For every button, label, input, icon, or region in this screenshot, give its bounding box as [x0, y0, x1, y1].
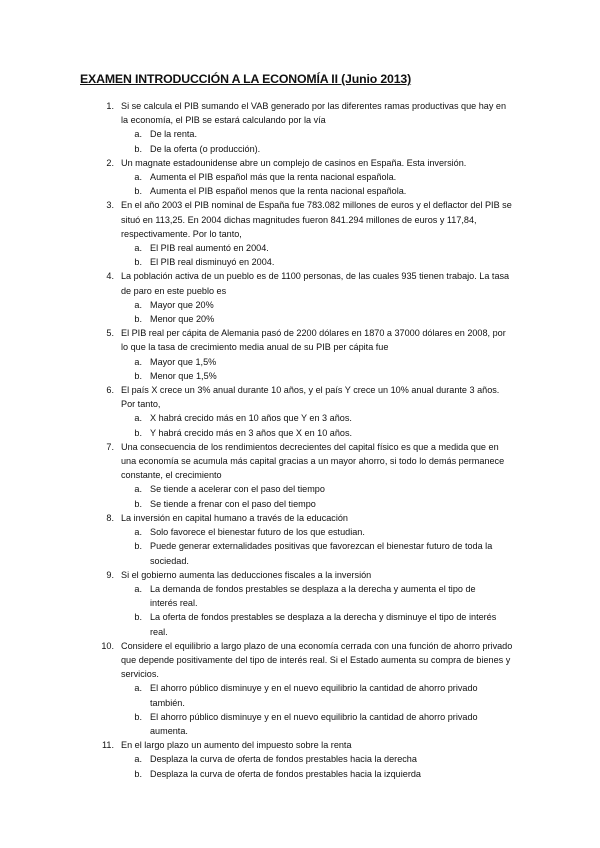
question-item	[0, 326, 600, 383]
option-text: Puede generar externalidades positivas que favorezcan el bienestar futuro de toda la sociedad.	[150, 541, 493, 566]
answer-option	[0, 710, 600, 738]
option-letter: a.	[134, 129, 142, 140]
question-number: 8.	[106, 512, 114, 523]
answer-option	[0, 752, 600, 766]
question-item	[0, 383, 600, 440]
option-letter: a.	[134, 754, 142, 765]
option-text: De la renta.	[150, 129, 198, 140]
question-number: 2.	[106, 157, 114, 168]
question-text: Si se calcula el PIB sumando el VAB generado por las diferentes ramas productivas que hay en la economía, el PIB se estará calculando por la vía	[121, 101, 507, 126]
option-text: Desplaza la curva de oferta de fondos prestables hacia la izquierda	[150, 768, 421, 779]
option-letter: b.	[134, 427, 142, 438]
answer-option	[0, 255, 600, 269]
question-text: El PIB real per cápita de Alemania pasó de 2200 dólares en 1870 a 37000 dólares en 2008, por lo que la tasa de crecimiento media anual de su PIB per cápita fue	[121, 328, 506, 353]
option-letter: b.	[134, 257, 142, 268]
answer-option	[0, 411, 600, 425]
question-text: En el año 2003 el PIB nominal de España fue 783.082 millones de euros y el deflactor del PIB se situó en 113,25. En 2004 dichas magnitudes fueron 841.294 millones de euros y 117,84, respectivamente. Por lo tanto,	[121, 200, 512, 239]
option-text: Solo favorece el bienestar futuro de los que estudian.	[150, 527, 365, 538]
option-letter: a.	[134, 683, 142, 694]
question-list	[0, 99, 600, 781]
question-text: Considere el equilibrio a largo plazo de una economía cerrada con una función de ahorro privado que depende positivamente del tipo de interés real. Si el Estado aumenta su compra de bienes y servicios.	[121, 640, 513, 680]
answer-option	[0, 426, 600, 440]
question-text: El país X crece un 3% anual durante 10 años, y el país Y crece un 10% anual durante 3 años. Por tanto,	[121, 385, 500, 410]
option-text: Menor que 20%	[150, 314, 215, 325]
option-text: Se tiende a frenar con el paso del tiempo	[150, 498, 316, 509]
question-item	[0, 198, 600, 269]
option-letter: a.	[134, 413, 142, 424]
option-letter: b.	[134, 612, 142, 623]
option-text: De la oferta (o producción).	[150, 143, 261, 154]
answer-option	[0, 312, 600, 326]
option-letter: b.	[134, 541, 142, 552]
question-text: Si el gobierno aumenta las deducciones fiscales a la inversión	[121, 569, 372, 580]
option-letter: b.	[134, 143, 142, 154]
question-item	[0, 511, 600, 568]
answer-option	[0, 184, 600, 198]
option-letter: b.	[134, 314, 142, 325]
option-letter: b.	[134, 711, 142, 722]
answer-option	[0, 482, 600, 496]
answer-option	[0, 767, 600, 781]
option-letter: a.	[134, 484, 142, 495]
option-text: Se tiende a acelerar con el paso del tiempo	[150, 484, 325, 495]
answer-option	[0, 497, 600, 511]
option-text: Mayor que 1,5%	[150, 356, 217, 367]
answer-option	[0, 681, 600, 709]
question-number: 9.	[106, 569, 114, 580]
question-text: La población activa de un pueblo es de 1100 personas, de las cuales 935 tienen trabajo. La tasa de paro en este pueblo es	[121, 271, 510, 296]
exam-title: EXAMEN INTRODUCCIÓN A LA ECONOMÍA II (Junio 2013)	[80, 72, 412, 86]
question-text: La inversión en capital humano a través de la educación	[121, 512, 348, 523]
question-item	[0, 568, 600, 639]
question-text: En el largo plazo un aumento del impuesto sobre la renta	[121, 740, 352, 751]
option-letter: b.	[134, 498, 142, 509]
question-text: Un magnate estadounidense abre un complejo de casinos en España. Esta inversión.	[121, 157, 467, 168]
answer-option	[0, 170, 600, 184]
option-letter: a.	[134, 243, 142, 254]
question-number: 10.	[101, 640, 114, 651]
question-item	[0, 440, 600, 511]
question-number: 7.	[106, 441, 114, 452]
answer-option	[0, 127, 600, 141]
answer-option	[0, 582, 600, 610]
question-item	[0, 99, 600, 156]
option-text: El PIB real disminuyó en 2004.	[150, 257, 275, 268]
option-letter: b.	[134, 186, 142, 197]
question-item	[0, 639, 600, 738]
answer-option	[0, 610, 600, 638]
option-text: Aumenta el PIB español más que la renta nacional española.	[150, 172, 397, 183]
option-text: Aumenta el PIB español menos que la renta nacional española.	[150, 186, 407, 197]
question-item	[0, 156, 600, 199]
question-number: 6.	[106, 385, 114, 396]
question-number: 3.	[106, 200, 114, 211]
question-item	[0, 738, 600, 781]
option-text: Mayor que 20%	[150, 299, 214, 310]
option-text: El PIB real aumentó en 2004.	[150, 243, 269, 254]
option-text: El ahorro público disminuye y en el nuevo equilibrio la cantidad de ahorro privado aumenta.	[150, 711, 478, 736]
answer-option	[0, 298, 600, 312]
option-text: La demanda de fondos prestables se desplaza a la derecha y aumenta el tipo de interés real.	[150, 583, 476, 609]
answer-option	[0, 539, 600, 567]
option-text: Desplaza la curva de oferta de fondos prestables hacia la derecha	[150, 754, 417, 765]
answer-option	[0, 241, 600, 255]
option-text: Menor que 1,5%	[150, 370, 217, 381]
option-letter: a.	[134, 299, 142, 310]
answer-option	[0, 525, 600, 539]
question-number: 1.	[106, 101, 114, 111]
option-text: X habrá crecido más en 10 años que Y en 3 años.	[150, 413, 352, 424]
question-number: 5.	[106, 328, 114, 339]
option-text: La oferta de fondos prestables se desplaza a la derecha y disminuye el tipo de interés real.	[150, 612, 497, 637]
option-text: Y habrá crecido más en 3 años que X en 10 años.	[150, 427, 353, 438]
option-letter: a.	[134, 583, 142, 594]
option-letter: a.	[134, 172, 142, 183]
option-letter: a.	[134, 527, 142, 538]
option-letter: b.	[134, 370, 142, 381]
option-letter: a.	[134, 356, 142, 367]
question-number: 11.	[102, 740, 114, 751]
question-text: Una consecuencia de los rendimientos decrecientes del capital físico es que a medida que en una economía se acumula más capital gracias a un mayor ahorro, si todo lo demás permanece constante, el crecimiento	[121, 441, 505, 481]
option-letter: b.	[134, 768, 142, 779]
answer-option	[0, 355, 600, 369]
question-number: 4.	[106, 271, 114, 282]
option-text: El ahorro público disminuye y en el nuevo equilibrio la cantidad de ahorro privado también.	[150, 683, 478, 708]
answer-option	[0, 369, 600, 383]
question-item	[0, 269, 600, 326]
answer-option	[0, 142, 600, 156]
